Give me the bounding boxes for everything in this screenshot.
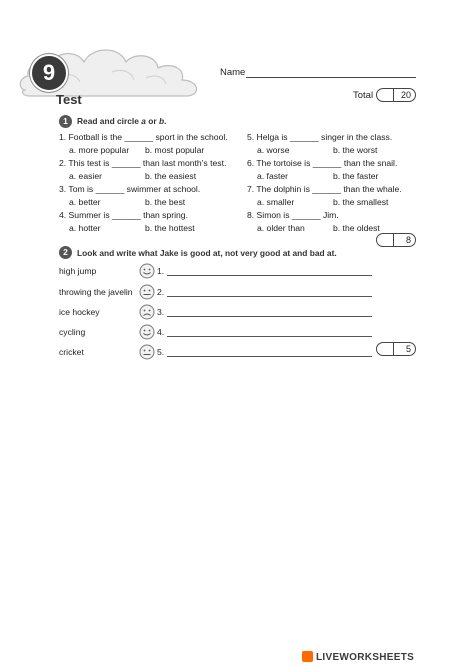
- activity-label-1: high jump: [59, 266, 97, 276]
- question-7-option-b[interactable]: b. the smallest: [333, 197, 389, 207]
- activity-label-5: cricket: [59, 347, 84, 357]
- question-4: 4. Summer is ______ than spring.: [59, 210, 188, 220]
- question-6-option-a[interactable]: a. faster: [257, 171, 289, 181]
- section-2-score-box: 5: [376, 342, 416, 356]
- question-2-option-a[interactable]: a. easier: [69, 171, 102, 181]
- question-8: 8. Simon is ______ Jim.: [247, 210, 339, 220]
- liveworksheets-logo-icon: [302, 651, 313, 662]
- section-number-1: 1: [59, 115, 72, 128]
- name-label: Name: [220, 67, 246, 78]
- question-1-option-b[interactable]: b. most popular: [145, 145, 205, 155]
- question-3: 3. Tom is ______ swimmer at school.: [59, 184, 201, 194]
- total-label: Total: [353, 90, 374, 101]
- question-4-option-b[interactable]: b. the hottest: [145, 223, 195, 233]
- unit-number-badge: 9: [30, 54, 68, 92]
- question-2-option-b[interactable]: b. the easiest: [145, 171, 197, 181]
- question-7-option-a[interactable]: a. smaller: [257, 197, 295, 207]
- question-1: 1. Football is the ______ sport in the school.: [59, 132, 228, 142]
- answer-number-3: 3.: [157, 307, 165, 317]
- not-very-good-face-icon: [139, 344, 155, 360]
- question-6-option-b[interactable]: b. the faster: [333, 171, 379, 181]
- question-8-option-b[interactable]: b. the oldest: [333, 223, 380, 233]
- answer-line-3[interactable]: [167, 316, 372, 317]
- activity-label-3: ice hockey: [59, 307, 100, 317]
- name-input-line[interactable]: [246, 77, 416, 78]
- question-5: 5. Helga is ______ singer in the class.: [247, 132, 393, 142]
- activity-label-2: throwing the javelin: [59, 287, 133, 297]
- question-7: 7. The dolphin is ______ than the whale.: [247, 184, 402, 194]
- answer-line-4[interactable]: [167, 336, 372, 337]
- question-2: 2. This test is ______ than last month’s test.: [59, 158, 227, 168]
- answer-line-1[interactable]: [167, 275, 372, 276]
- good-at-face-icon: [139, 324, 155, 340]
- question-3-option-b[interactable]: b. the best: [145, 197, 186, 207]
- page-title: Test: [56, 92, 82, 107]
- question-1-option-a[interactable]: a. more popular: [69, 145, 130, 155]
- not-very-good-face-icon: [139, 284, 155, 300]
- section-2-instruction: Look and write what Jake is good at, not very good at and bad at.: [77, 248, 337, 258]
- question-4-option-a[interactable]: a. hotter: [69, 223, 101, 233]
- total-score-box: 20: [376, 88, 416, 102]
- good-at-face-icon: [139, 263, 155, 279]
- answer-line-5[interactable]: [167, 356, 372, 357]
- activity-label-4: cycling: [59, 327, 86, 337]
- answer-number-2: 2.: [157, 287, 165, 297]
- section-1-instruction: Read and circle a or b.: [77, 116, 167, 126]
- section-number-2: 2: [59, 246, 72, 259]
- question-8-option-a[interactable]: a. older than: [257, 223, 305, 233]
- question-5-option-a[interactable]: a. worse: [257, 145, 290, 155]
- question-3-option-a[interactable]: a. better: [69, 197, 101, 207]
- brand-wordmark: LIVEWORKSHEETS: [316, 652, 415, 663]
- section-1-score-box: 8: [376, 233, 416, 247]
- answer-number-5: 5.: [157, 347, 165, 357]
- question-5-option-b[interactable]: b. the worst: [333, 145, 378, 155]
- bad-at-face-icon: [139, 304, 155, 320]
- answer-line-2[interactable]: [167, 296, 372, 297]
- answer-number-1: 1.: [157, 266, 165, 276]
- question-6: 6. The tortoise is ______ than the snail.: [247, 158, 398, 168]
- answer-number-4: 4.: [157, 327, 165, 337]
